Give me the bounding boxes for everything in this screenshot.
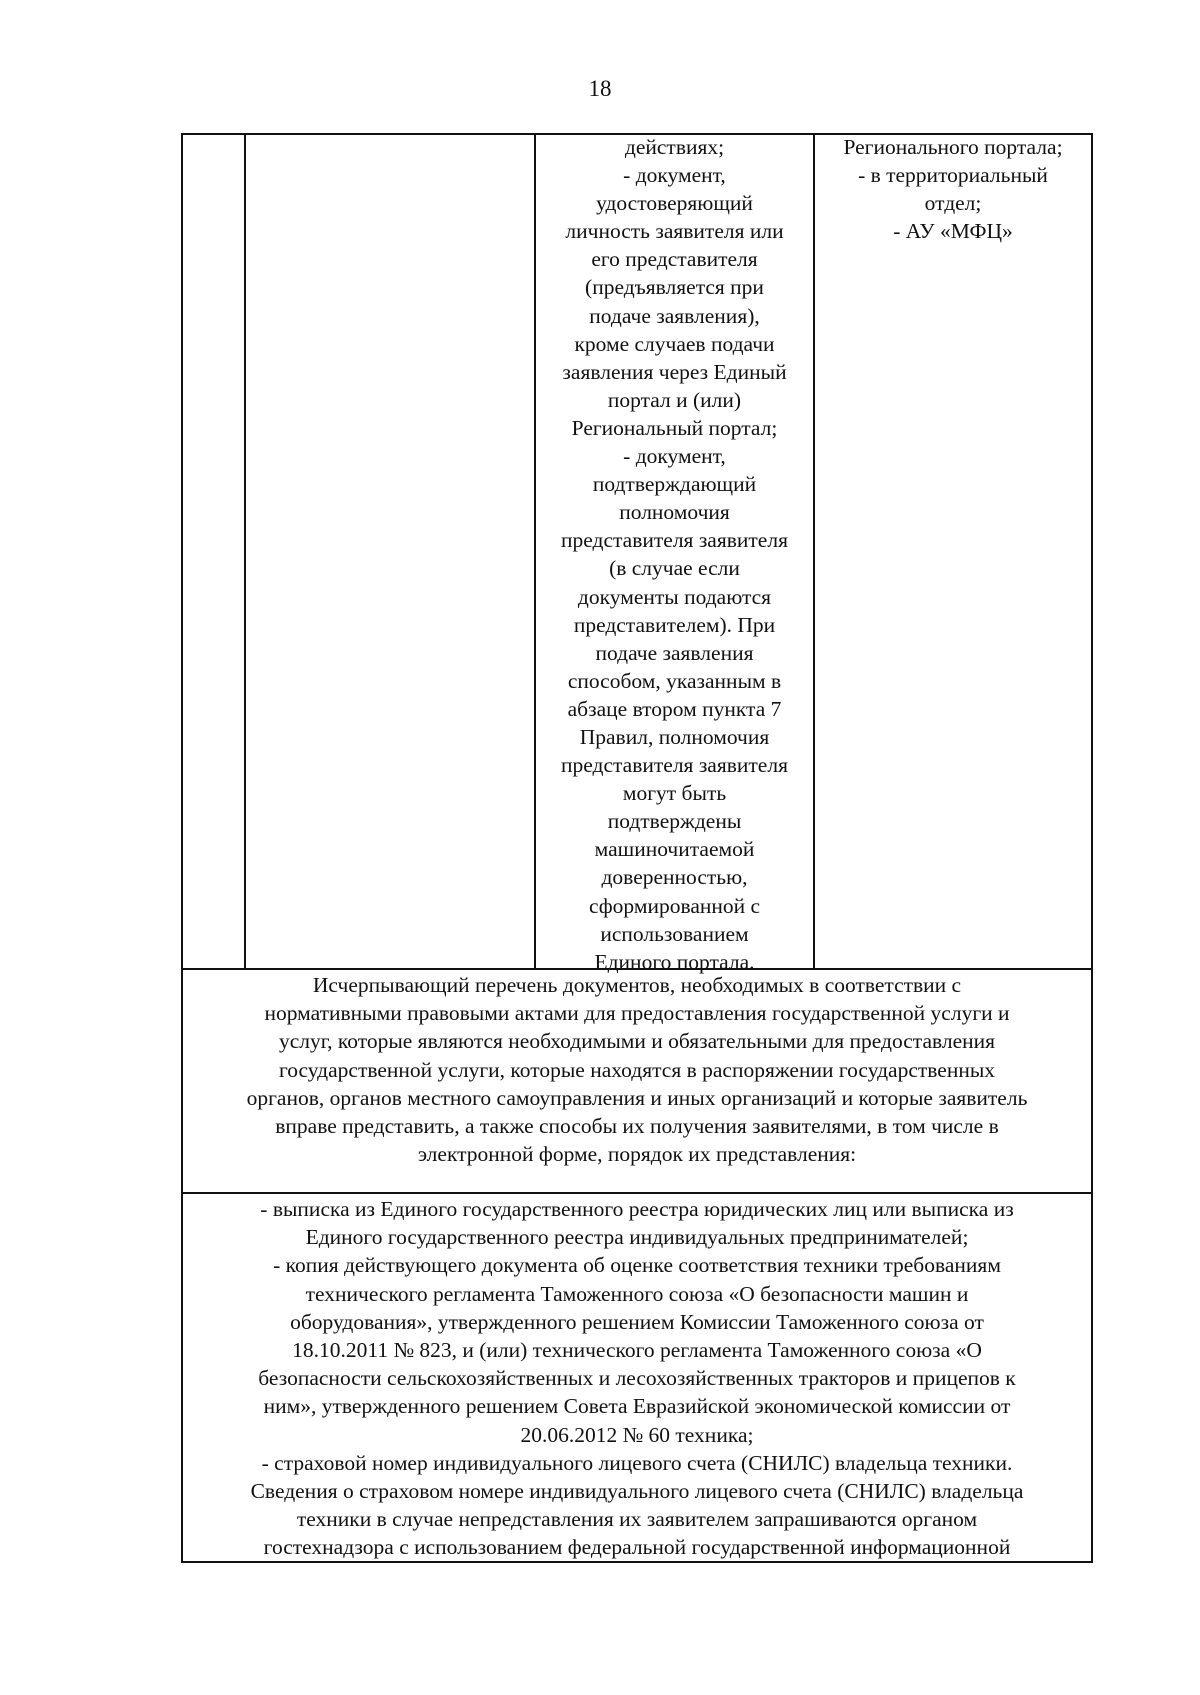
submission-methods-cell: Регионального портала; - в территориальный отдел; - АУ «МФЦ» — [843, 135, 1063, 244]
column-divider-3 — [813, 133, 815, 970]
table-border-right — [1091, 133, 1093, 1563]
page-number: 18 — [588, 76, 612, 101]
section-heading: Исчерпывающий перечень документов, необходимых в соответствии с нормативными правовыми актами для предоставления государственной услуги и услуг, которые являются необходимыми и обязательными для предоставления государственной услуги, которые находятся в распоряжении государственных органов, органов местного самоуправления и иных организаций и которые заявитель вправе представить, а также способы их получения заявителями, в том числе в электронной форме, порядок их представления: — [246, 973, 1028, 1167]
document-table — [181, 133, 1093, 1563]
row-divider-2 — [181, 1192, 1093, 1194]
section-body: - выписка из Единого государственного реестра юридических лиц или выписка из Единого государственного реестра индивидуальных предпринимателей; - копия действующего документа об оценке соответствия техники требованиям технического регламента Таможенного союза «О безопасности машин и оборудования», утвержденного решением Комиссии Таможенного союза от 18.10.2011 № 823, и (или) технического регламента Таможенного союза «О безопасности сельскохозяйственных и лесохозяйственных тракторов и прицепов к ним», утвержденного решением Совета Евразийской экономической комиссии от 20.06.2012 № 60 техника; - страховой номер индивидуального лицевого счета (СНИЛС) владельца техники. Сведения о страховом номере индивидуального лицевого счета (СНИЛС) владельца техники в случае непредставления их заявителем запрашиваются органом гостехнадзора с использованием федеральной государственной информационной — [250, 1197, 1024, 1560]
documents-list-cell: действиях; - документ, удостоверяющий личность заявителя или его представителя (предъявляется при подаче заявления), кроме случаев подачи заявления через Единый портал и (или) Региональный портал; - документ, подтверждающий полномочия представителя заявителя (в случае если документы подаются представителем). При подаче заявления способом, указанным в абзаце втором пункта 7 Правил, полномочия представителя заявителя могут быть подтверждены машиночитаемой доверенностью, сформированной с использованием Единого портала. — [561, 135, 788, 974]
column-divider-1 — [244, 133, 246, 970]
